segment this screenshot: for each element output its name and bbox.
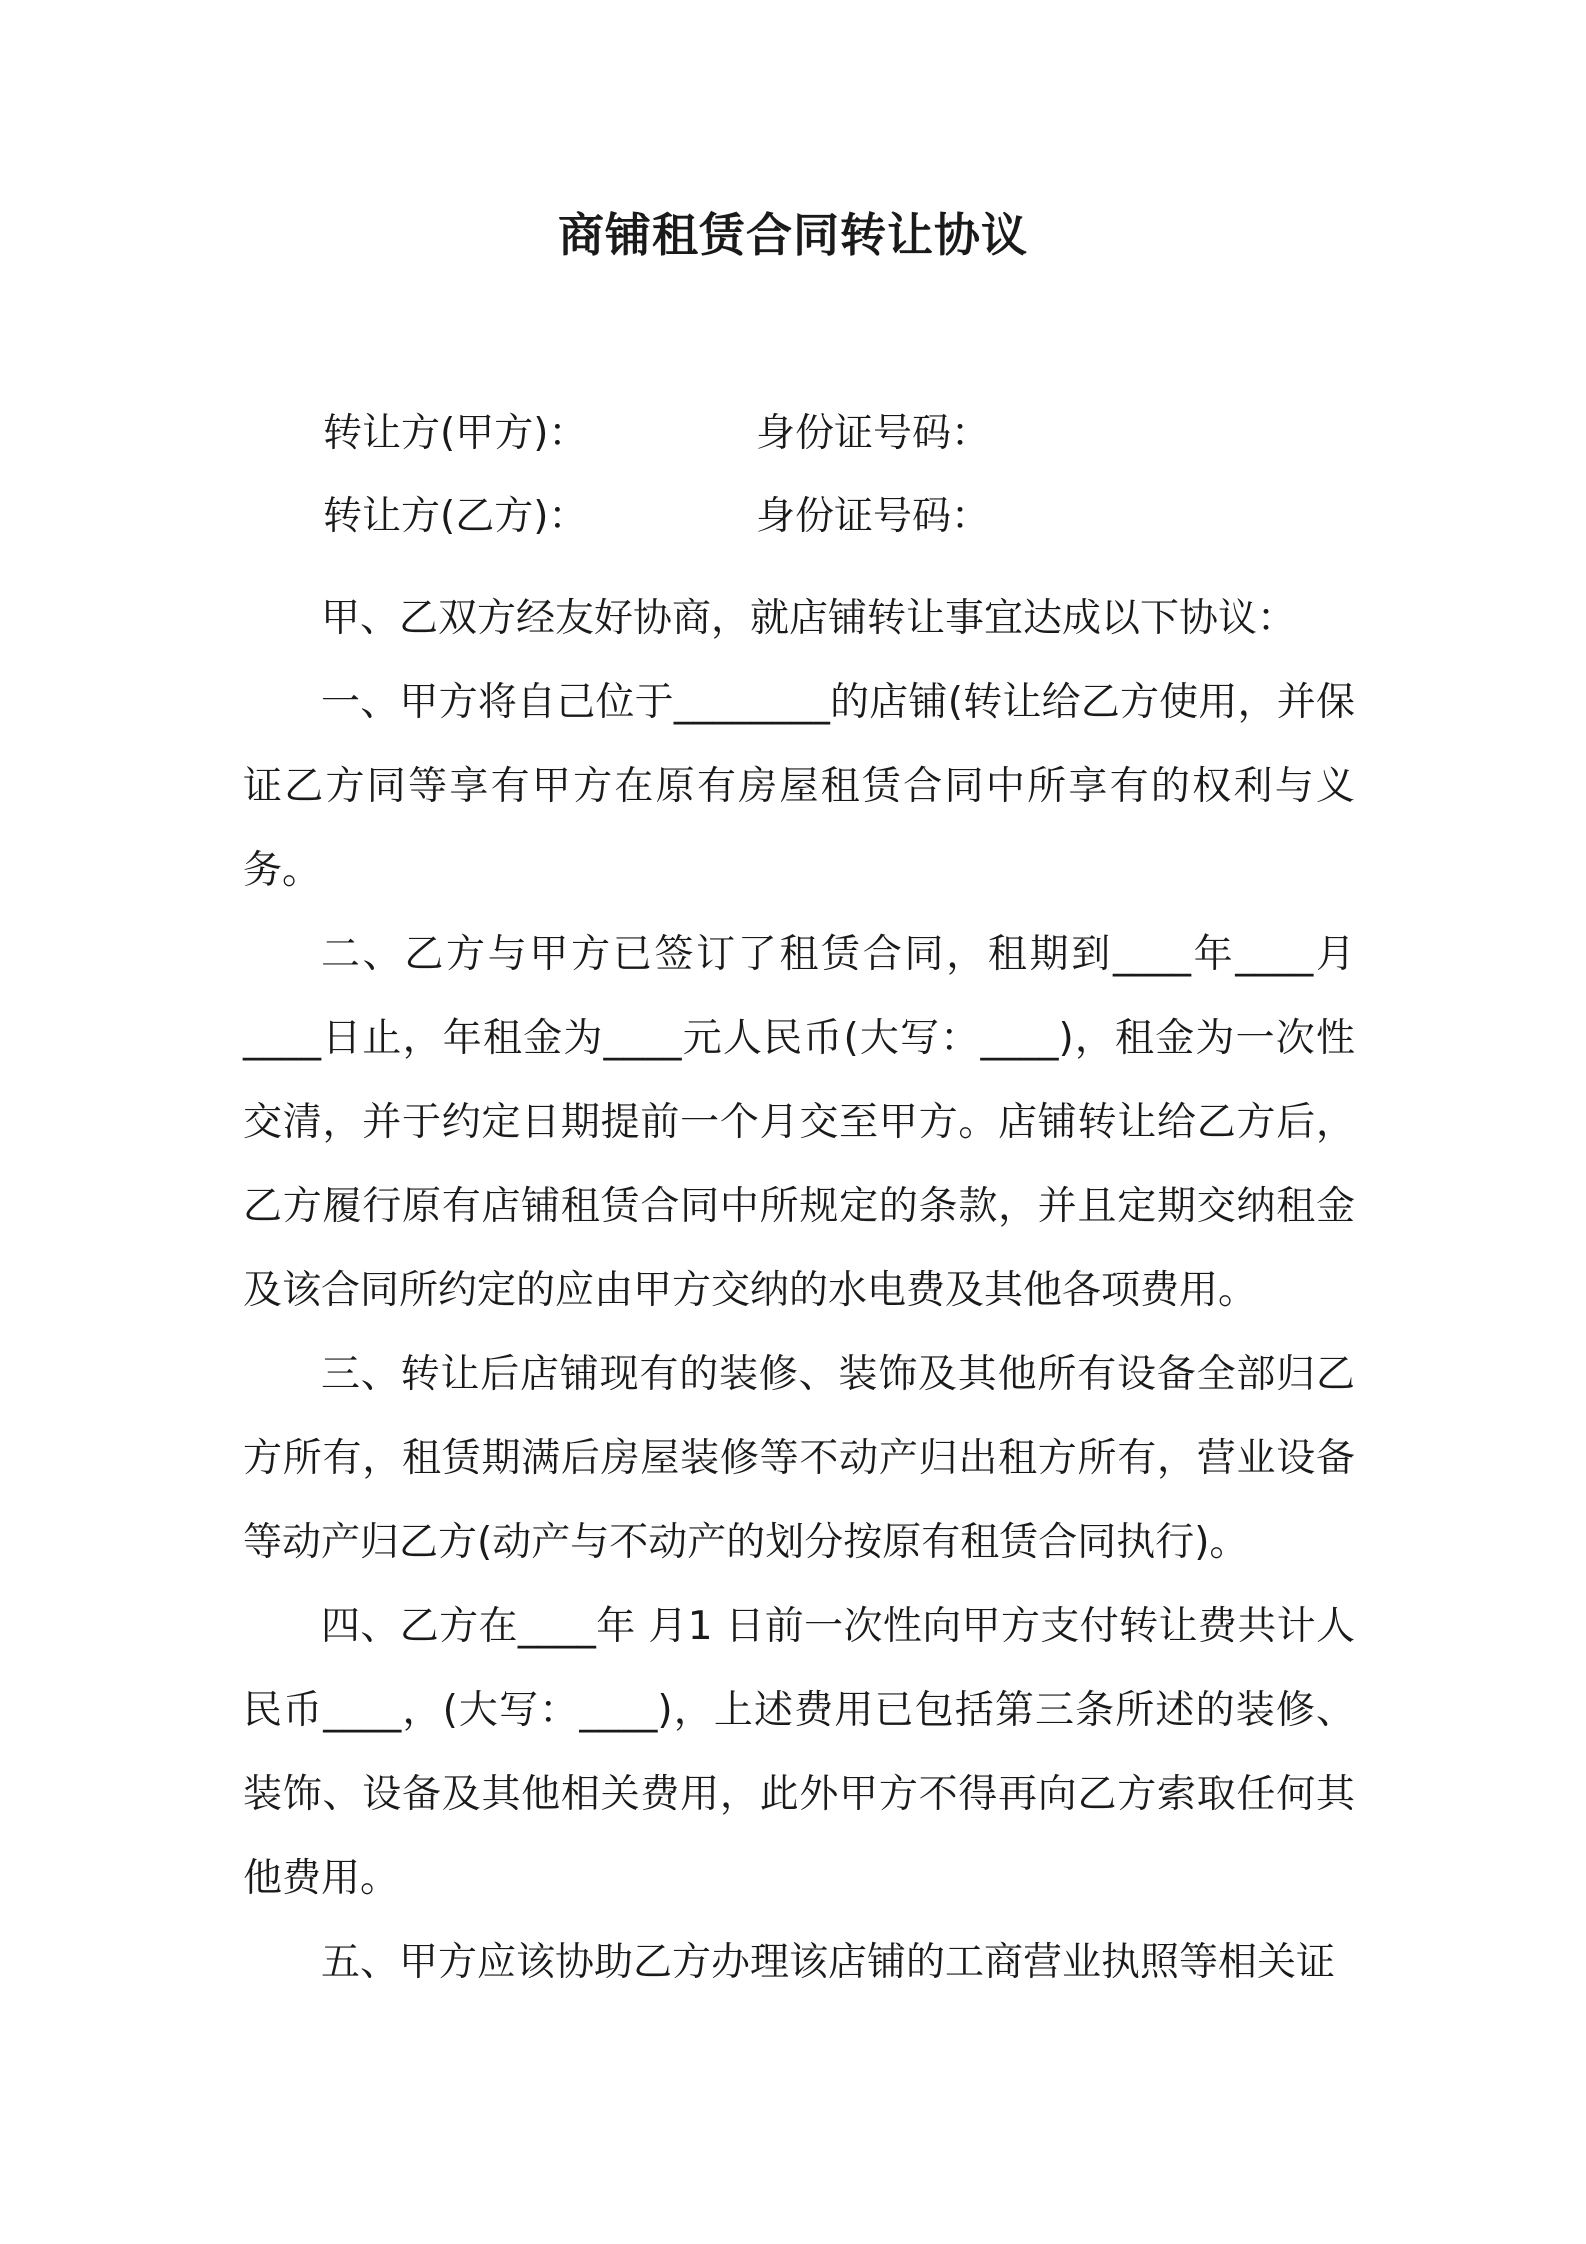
party-a-id-label: 身份证号码： [756,411,991,456]
party-a-label: 转让方(甲方)： [323,411,588,456]
party-b-row [323,494,991,541]
clause-5: 五、甲方应该协助乙方办理该店铺的工商营业执照等相关证 [321,1940,1336,1985]
clause-4: 四、乙方在____年 月1 日前一次性向甲方支付转让费共计人民币____，(大写：____)，上述费用已包括第三条所述的装修、装饰、设备及其他相关费用，此外甲方不得再向乙方索取任何其他费用。 [243,1604,1355,1901]
intro-paragraph: 甲、乙双方经友好协商，就店铺转让事宜达成以下协议： [321,596,1297,641]
clause-2: 二、乙方与甲方已签订了租赁合同，租期到____年____月____日止，年租金为____元人民币(大写：____)，租金为一次性交清，并于约定日期提前一个月交至甲方。店铺转让给乙方后，乙方履行原有店铺租赁合同中所规定的条款，并且定期交纳租金及该合同所约定的应由甲方交纳的水电费及其他各项费用。 [243,932,1355,1313]
document-body [243,577,1355,2005]
document-title: 商铺租赁合同转让协议 [558,208,1028,262]
clause-1: 一、甲方将自己位于________的店铺(转让给乙方使用，并保证乙方同等享有甲方在原有房屋租赁合同中所享有的权利与义务。 [243,680,1355,893]
party-b-label: 转让方(乙方)： [323,494,588,539]
party-b-id-label: 身份证号码： [756,494,991,539]
clause-3: 三、转让后店铺现有的装修、装饰及其他所有设备全部归乙方所有，租赁期满后房屋装修等不动产归出租方所有，营业设备等动产归乙方(动产与不动产的划分按原有租赁合同执行)。 [243,1352,1355,1565]
party-a-row [323,411,991,458]
